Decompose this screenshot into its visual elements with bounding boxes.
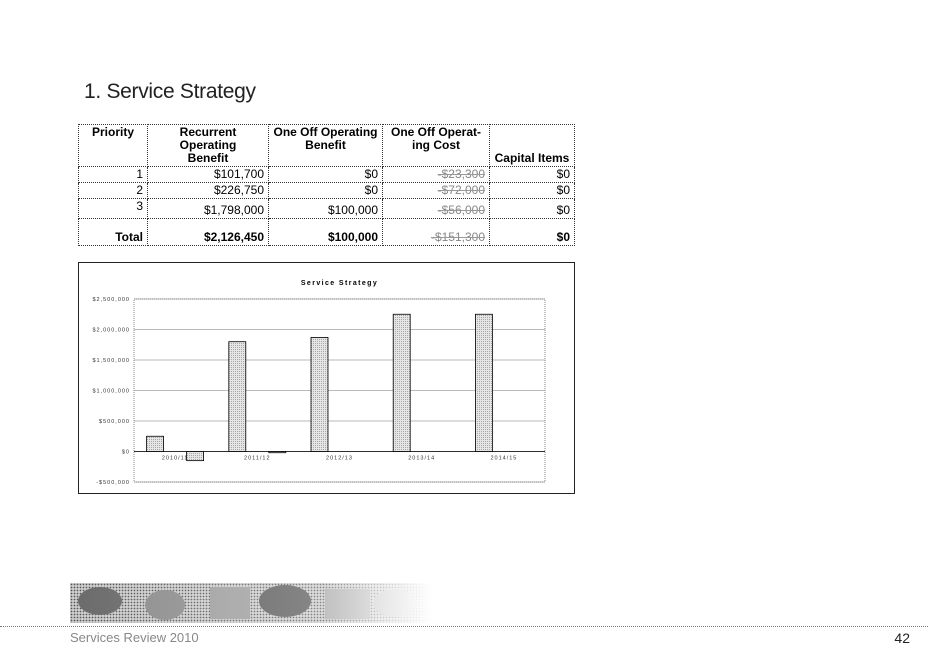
service-strategy-chart <box>79 263 574 493</box>
cell-total-recurrent: $2,126,450 <box>148 219 269 246</box>
bar <box>475 314 492 451</box>
table-row <box>79 199 575 219</box>
bar <box>311 337 328 451</box>
x-tick-label: 2011/12 <box>244 455 271 462</box>
cell-oneoff-benefit: $0 <box>269 183 383 199</box>
cell-total-label: Total <box>79 219 148 246</box>
header-oneoff-benefit-line2: Benefit <box>305 138 346 152</box>
y-tick-label: $1,000,000 <box>92 388 130 395</box>
y-tick-label: $500,000 <box>99 419 130 425</box>
table-header-row <box>79 125 575 167</box>
x-tick-label: 2013/14 <box>408 455 436 462</box>
chart-title: Service Strategy <box>300 280 379 287</box>
bar <box>229 342 246 452</box>
cell-priority: 3 <box>79 199 148 219</box>
header-oneoff-cost-line1: One Off Operat- <box>390 125 481 139</box>
x-tick-label: 2010/11 <box>161 455 189 462</box>
y-tick-label: -$500,000 <box>96 480 130 486</box>
bar <box>147 436 164 451</box>
page-number: 42 <box>894 630 910 646</box>
bar <box>269 452 286 453</box>
header-oneoff-benefit-line1: One Off Operating <box>273 125 378 139</box>
bar <box>187 452 204 461</box>
cell-oneoff-benefit: $100,000 <box>269 199 383 219</box>
page-title: 1. Service Strategy <box>84 80 256 103</box>
cell-capital: $0 <box>490 167 575 183</box>
y-tick-label: $1,500,000 <box>92 358 130 364</box>
table-row <box>79 167 575 183</box>
header-oneoff-cost <box>383 125 490 167</box>
cell-recurrent: $226,750 <box>148 183 269 199</box>
table-row <box>79 183 575 199</box>
y-tick-label: $2,000,000 <box>92 327 130 334</box>
cell-priority: 1 <box>79 167 148 183</box>
photo-collage-strip <box>70 583 432 623</box>
cell-oneoff-cost: -$56,000 <box>383 199 490 219</box>
y-tick-label: $2,500,000 <box>92 297 130 303</box>
cell-oneoff-benefit: $0 <box>269 167 383 183</box>
header-oneoff-benefit <box>269 125 383 167</box>
cell-priority: 2 <box>79 183 148 199</box>
header-priority: Priority <box>79 125 148 167</box>
footer-divider <box>0 626 928 627</box>
footer-document-title: Services Review 2010 <box>70 630 199 645</box>
cell-oneoff-cost: -$72,000 <box>383 183 490 199</box>
y-tick-label: $0 <box>121 449 130 456</box>
x-tick-label: 2014/15 <box>490 455 518 462</box>
cell-oneoff-cost: -$23,300 <box>383 167 490 183</box>
header-oneoff-cost-line2: ing Cost <box>412 138 460 152</box>
cell-total-oneoff-cost: -$151,300 <box>383 219 490 246</box>
chart-frame <box>78 262 575 494</box>
header-recurrent-line1: Recurrent Operating <box>179 125 237 152</box>
x-tick-label: 2012/13 <box>326 455 353 462</box>
service-strategy-table <box>78 124 575 246</box>
cell-total-capital: $0 <box>490 219 575 246</box>
header-recurrent-line2: Benefit <box>187 151 229 165</box>
cell-total-oneoff-benefit: $100,000 <box>269 219 383 246</box>
cell-capital: $0 <box>490 183 575 199</box>
cell-recurrent: $1,798,000 <box>148 199 269 219</box>
table-total-row <box>79 219 575 246</box>
header-recurrent-benefit <box>148 125 269 167</box>
photo-strip-fade <box>70 583 432 623</box>
cell-capital: $0 <box>490 199 575 219</box>
header-capital-items: Capital Items <box>490 125 575 167</box>
cell-recurrent: $101,700 <box>148 167 269 183</box>
bar <box>393 314 410 451</box>
